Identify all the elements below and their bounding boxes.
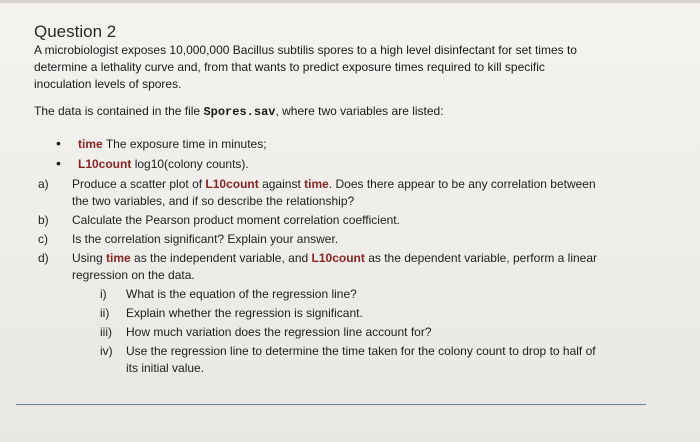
variable-name: L10count [311,251,365,265]
subquestion [100,324,597,341]
variable-description: log10(colony counts). [134,157,249,171]
part-a-text: . Does there appear to be any correlation between [328,177,596,191]
part-label: d) [38,251,49,265]
part-d-line-1 [72,250,597,267]
subquestion-label: ii) [100,306,110,320]
variable-name: time [78,137,103,151]
part-d-text: as the dependent variable, perform a linear [364,251,598,265]
part-b [38,212,597,229]
part-d-line-2: regression on the data. [72,268,195,282]
top-divider [0,0,700,3]
variable-description: The exposure time in minutes; [105,137,267,151]
data-line-prefix: The data is contained in the file [34,104,204,118]
subquestion-text-continued: its initial value. [126,361,205,375]
subquestion-text: Use the regression line to determine the time taken for the colony count to drop to half of [126,344,596,358]
intro-line-2: determine a lethality curve and, from that wants to predict exposure times required to kill specific [34,60,545,74]
variable-item [56,134,267,154]
part-label: c) [38,232,48,246]
intro-line-1: A microbiologist exposes 10,000,000 Bacillus subtilis spores to a high level disinfectant for set times to [34,43,577,57]
variable-name: time [106,251,131,265]
part-b-text: Calculate the Pearson product moment correlation coefficient. [72,213,400,227]
intro-line-3: inoculation levels of spores. [34,77,182,91]
data-file-line [34,103,444,121]
subquestion-text: Explain whether the regression is significant. [126,306,363,320]
part-a-line-2: the two variables, and if so describe the relationship? [72,194,355,208]
subquestion-text: How much variation does the regression line account for? [126,325,432,339]
part-d-subquestions [100,286,597,377]
bullet-icon: • [56,155,61,171]
data-line-suffix: , where two variables are listed: [275,104,444,118]
variable-name: L10count [205,177,259,191]
subquestion-label: iii) [100,325,112,339]
part-label: b) [38,213,49,227]
part-a [38,176,597,210]
variable-name: L10count [78,157,132,171]
subquestion-label: i) [100,287,107,301]
part-d-text: as the independent variable, and [130,251,312,265]
subquestion-label: iv) [100,344,113,358]
part-a-text: against [258,177,305,191]
variable-item [56,154,267,174]
part-d [38,250,597,377]
part-d-text: Using [72,251,107,265]
part-a-line-1 [72,176,597,193]
intro-paragraph [34,42,577,93]
variable-list [56,134,267,174]
subquestion [100,286,597,303]
part-label: a) [38,177,49,191]
part-c [38,231,597,248]
subquestion [100,343,597,377]
variable-name: time [304,177,329,191]
bottom-divider [16,404,646,405]
subquestion-text: What is the equation of the regression line? [126,287,357,301]
subquestion [100,305,597,322]
question-title: Question 2 [34,22,117,41]
question-parts [38,176,597,377]
bullet-icon: • [56,135,61,151]
part-a-text: Produce a scatter plot of [72,177,206,191]
data-file-name: Spores.sav [203,105,276,119]
part-c-text: Is the correlation significant? Explain your answer. [72,232,339,246]
